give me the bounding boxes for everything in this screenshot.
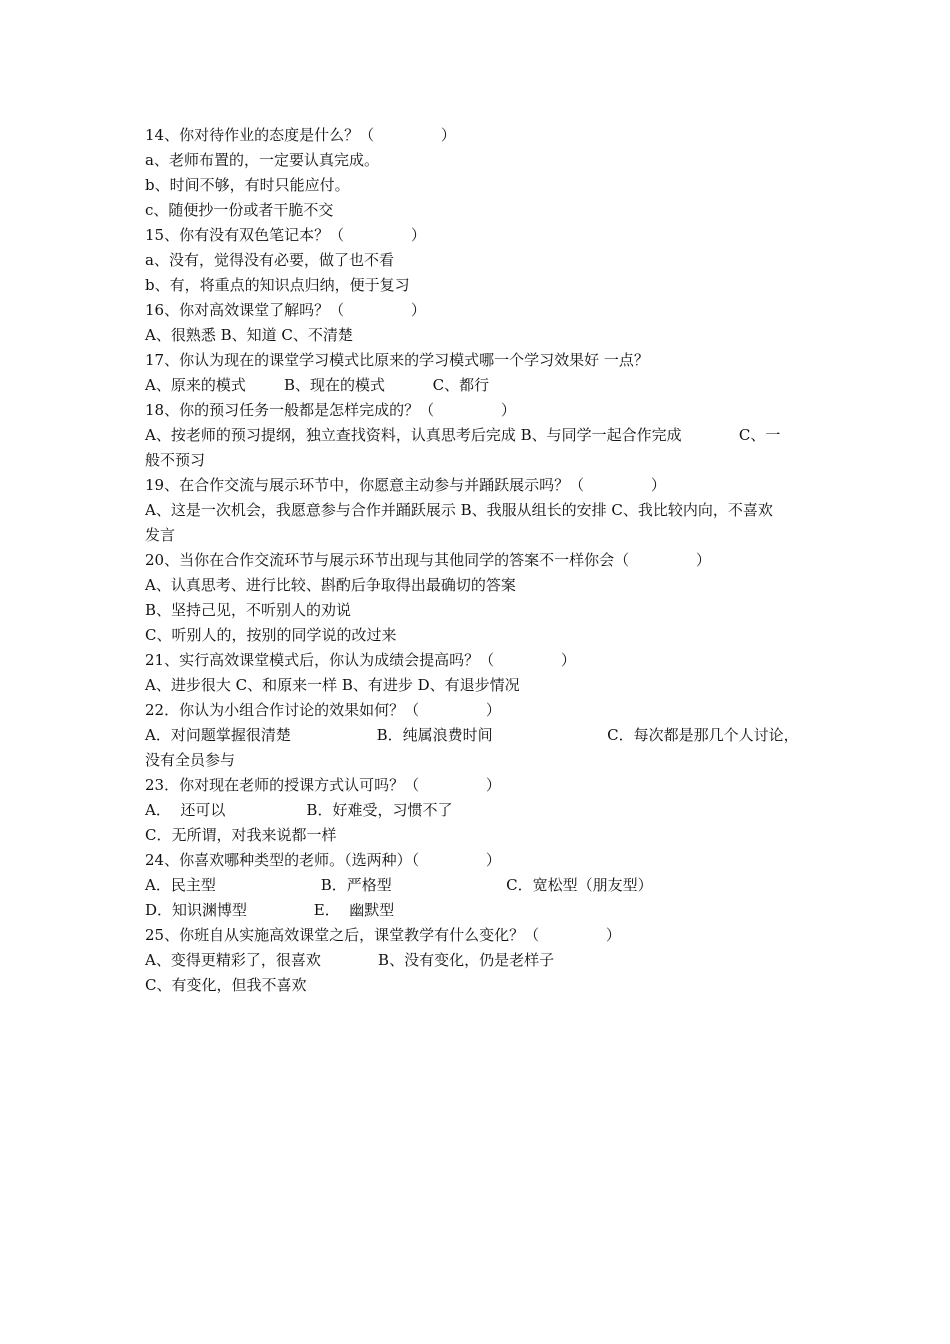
q25-options-ab: A、变得更精彩了，很喜欢 B、没有变化，仍是老样子 [145,951,555,969]
q22-options-line1: A．对问题掌握很清楚 B．纯属浪费时间 C．每次都是那几个人讨论， [145,726,799,744]
q14-option-c: c、随便抄一份或者干脆不交 [145,201,334,219]
q22-options-line2: 没有全员参与 [145,751,236,769]
q24-options-de: D．知识渊博型 E． 幽默型 [145,901,395,919]
q18-title: 18、你的预习任务一般都是怎样完成的？（ ） [145,401,516,419]
q23-option-c: C．无所谓，对我来说都一样 [145,826,337,844]
q23-title: 23．你对现在老师的授课方式认可吗？（ ） [145,776,501,794]
q15-option-b: b、有，将重点的知识点归纳，便于复习 [145,276,410,294]
q16-options: A、很熟悉 B、知道 C、不清楚 [145,326,353,344]
q17-options: A、原来的模式 B、现在的模式 C、都行 [145,376,490,394]
q17-title: 17、你认为现在的课堂学习模式比原来的学习模式哪一个学习效果好 一点？ [145,351,649,369]
q18-options-line2: 般不预习 [145,451,206,469]
q14-option-a: a、老师布置的，一定要认真完成。 [145,151,379,169]
q18-options-line1: A、按老师的预习提纲，独立查找资料，认真思考后完成 B、与同学一起合作完成 C、一 [145,426,781,444]
q15-title: 15、你有没有双色笔记本？（ ） [145,226,426,244]
q25-title: 25、你班自从实施高效课堂之后，课堂教学有什么变化？（ ） [145,926,621,944]
q21-options: A、进步很大 C、和原来一样 B、有进步 D、有退步情况 [145,676,520,694]
q21-title: 21、实行高效课堂模式后，你认为成绩会提高吗？（ ） [145,651,576,669]
q16-title: 16、你对高效课堂了解吗？（ ） [145,301,426,319]
q23-options-ab: A． 还可以 B．好难受，习惯不了 [145,801,453,819]
q14-title: 14、你对待作业的态度是什么？（ ） [145,126,456,144]
q24-title: 24、你喜欢哪种类型的老师。（选两种）（ ） [145,851,501,869]
q20-option-a: A、认真思考、进行比较、斟酌后争取得出最确切的答案 [145,576,516,594]
q19-options-line1: A、这是一次机会，我愿意参与合作并踊跃展示 B、我服从组长的安排 C、我比较内向，不喜欢 [145,501,773,519]
q25-option-c: C、有变化，但我不喜欢 [145,976,307,994]
q15-option-a: a、没有，觉得没有必要，做了也不看 [145,251,394,269]
q19-options-line2: 发言 [145,526,176,544]
q20-option-c: C、听别人的，按别的同学说的改过来 [145,626,397,644]
q20-option-b: B、坚持己见，不听别人的劝说 [145,601,352,619]
q19-title: 19、在合作交流与展示环节中，你愿意主动参与并踊跃展示吗？（ ） [145,476,666,494]
q22-title: 22．你认为小组合作讨论的效果如何？（ ） [145,701,501,719]
q24-options-abc: A．民主型 B．严格型 C．宽松型（朋友型） [145,876,653,894]
q20-title: 20、当你在合作交流环节与展示环节出现与其他同学的答案不一样你会（ ） [145,551,711,569]
q14-option-b: b、时间不够，有时只能应付。 [145,176,350,194]
survey-page [145,123,825,998]
